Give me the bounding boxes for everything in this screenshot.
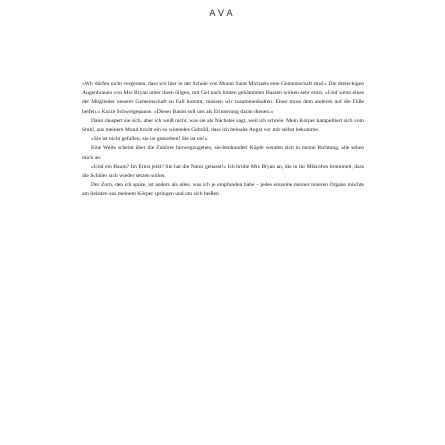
paragraph: »Sie ist nicht gefallen, sie ist gestorben! Sie ist tot!« xyxy=(91,136,208,143)
paragraph: »Wir dürfen nicht vergessen, dass wir hier in der Schule von Mount Saint Michaels eine Gemeinschaft sind.« Die dreieckigen Augenbrauen von Mrs Bryan unter ihren öligen, mit Gel nach hinten gekämmten Haaren wirken sehr ernst. »Und wenn eines der Mitglieder unserer Gemeinschaft zu Fall kommt, müssen wir zusammenhalten. Einer muss dem anderen auf die Füße helfen.« Kurze Schweigepause. »Dieser Baum soll uns als Erinnerung daran dienen.« xyxy=(82,81,364,115)
paragraph: Der Zorn, den ich spüre, ist anders als alles, was ich je empfunden habe – jedes einzelne meiner inneren Organe möchte am liebsten aus meinem Körper springen und um sich beißen xyxy=(82,182,364,198)
running-header: AVA xyxy=(209,9,236,19)
paragraph: Eine Welle scheint über die Zuhörer hinwegzugehen, sie-benhundert Köpfe wenden sich in meine Richtung, alle sehen mich an. xyxy=(82,145,364,161)
paragraph: Dann räuspert sie sich, aber ich weiß nicht, was sie als Nächstes sagt, weil ich schreie. Mein Körper katapultiert sich vom Stuhl, aus meinem Mund bricht ein so wütendes Gebrüll, dass ich beinahe Angst vor mir selbst bekomme. xyxy=(82,117,364,134)
paragraph: »Und ein Baum? Im Ernst jetzt? Sie hat die Natur gehasst!« Ich brülle Mrs Bryan an, die in ihr Mikrofon brummelt, dass die Schüler sich wieder setzen sollen. xyxy=(82,163,364,180)
body-text xyxy=(82,80,364,200)
